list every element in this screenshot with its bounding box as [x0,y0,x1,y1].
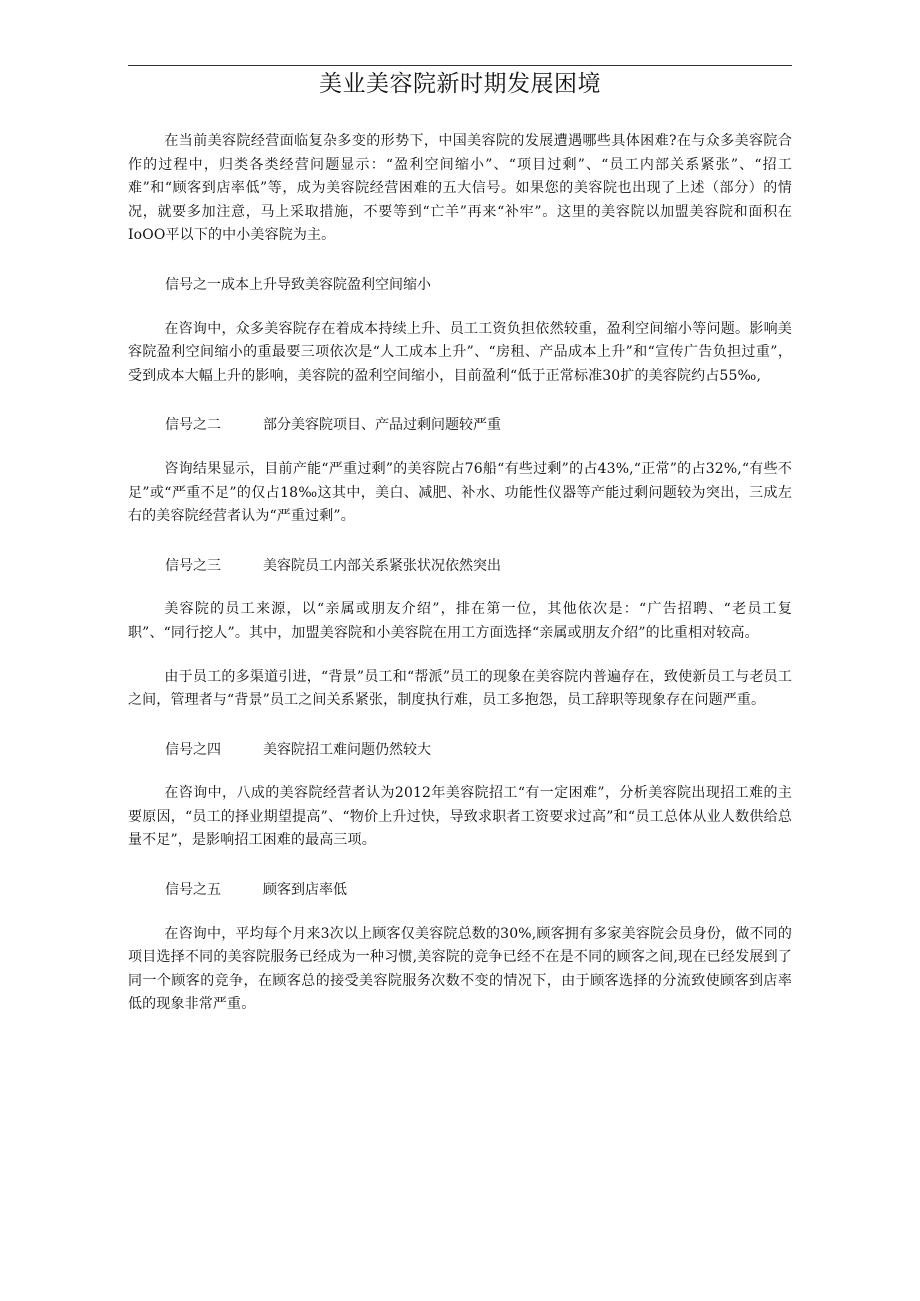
section-heading-1 [128,274,792,298]
section-title: 美容院招工难问题仍然较大 [263,741,431,758]
section-label: 信号之二 [165,417,221,434]
section-5-paragraph-1: 在咨询中，平均每个月来3次以上顾客仅美容院总数的30%,顾客拥有多家美容院会员身份，做不同的项目选择不同的美容院服务已经成为一种习惯,美容院的竞争已经不在是不同的顾客之间,现在已经发展到了同一个顾客的竞争，在顾客总的接受美容院服务次数不变的情况下，由于顾客选择的分流致使顾客到店率低的现象非常严重。 [128,925,792,1013]
section-label: 信号之四 [165,741,221,758]
section-heading-2 [128,414,792,438]
document-title: 美业美容院新时期发展困境 [319,71,601,97]
section-title: 顾客到店率低 [263,882,347,899]
section-label: 信号之一 [165,276,221,293]
document-body [128,130,792,1017]
section-4-paragraph-1: 在咨询中，八成的美容院经营者认为2012年美容院招工“有一定困难”，分析美容院出现招工难的主要原因，“员工的择业期望提高”、“物价上升过快，导致求职者工资要求过高”和“员工总体从业人数供给总量不足”，是影响招工困难的最高三项。 [128,785,792,849]
section-2-paragraph-1: 咨询结果显示，目前产能“严重过剩”的美容院占76船“有些过剩”的占43%,“正常”的占32%,“有些不足”或“严重不足”的仅占18‰这其中，美白、减肥、补水、功能性仪器等产能过剩问题较为突出，三成左右的美容院经营者认为“严重过剩”。 [128,460,792,525]
section-1-paragraph-1: 在咨询中，众多美容院存在着成本持续上升、员工工资负担依然较重，盈利空间缩小等问题。影响美容院盈利空间缩小的重最要三项依次是“人工成本上升”、“房租、产品成本上升”和“宣传广告负担过重”，受到成本大幅上升的影响，美容院的盈利空间缩小，目前盈利“低于正常标准30扩的美容院约占55‰, [128,320,792,384]
section-title: 部分美容院项目、产品过剩问题较严重 [263,417,501,434]
intro-paragraph: 在当前美容院经营面临复杂多变的形势下，中国美容院的发展遭遇哪些具体困难?在与众多美容院合作的过程中，归类各类经营问题显示：“盈利空间缩小”、“项目过剩”、“员工内部关系紧张”、“招工难”和“顾客到店率低”等，成为美容院经营困难的五大信号。如果您的美容院也出现了上述（部分）的情况，就要多加注意，马上采取措施，不要等到“亡羊”再来“补牢”。这里的美容院以加盟美容院和面积在IoOO平以下的中小美容院为主。 [128,133,792,244]
section-title: 美容院员工内部关系紧张状况依然突出 [263,557,501,574]
section-label: 信号之五 [165,882,221,899]
section-title: 成本上升导致美容院盈利空间缩小 [221,276,431,293]
section-3-paragraph-2: 由于员工的多渠道引进，“背景”员工和“帮派”员工的现象在美容院内普遍存在，致使新员工与老员工之间，管理者与“背景”员工之间关系紧张，制度执行难，员工多抱怨，员工辞职等现象存在问题严重。 [128,668,792,709]
header-rule [128,65,792,66]
section-heading-4 [128,739,792,763]
section-heading-5 [128,879,792,903]
section-label: 信号之三 [165,557,221,574]
section-3-paragraph-1: 美容院的员工来源，以“亲属或朋友介绍”，排在第一位，其他依次是：“广告招聘、“老员工复职”、“同行挖人”。其中，加盟美容院和小美容院在用工方面选择“亲属或朋友介绍”的比重相对较高。 [128,601,792,641]
section-heading-3 [128,555,792,579]
